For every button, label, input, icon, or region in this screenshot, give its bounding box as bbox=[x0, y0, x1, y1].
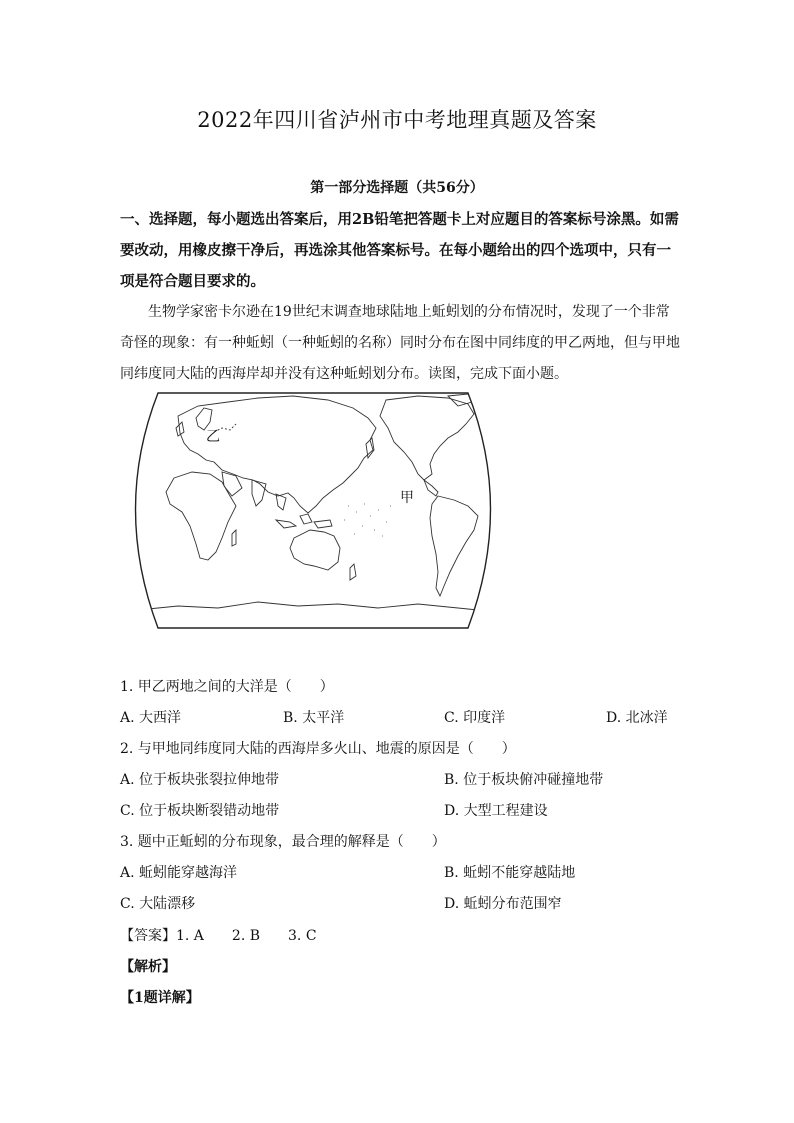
answer-line: 【答案】1. A 2. B 3. C bbox=[120, 928, 317, 944]
label-yi: 乙 bbox=[206, 429, 220, 445]
question-2-option-d[interactable]: D. 大型工程建设 bbox=[444, 803, 548, 819]
question-2-option-a[interactable]: A. 位于板块张裂拉伸地带 bbox=[120, 772, 280, 788]
passage-text: 生物学家密卡尔逊在19世纪末调查地球陆地上蚯蚓划的分布情况时，发现了一个非常奇怪的现象：有一种蚯蚓（一种蚯蚓的名称）同时分布在图中同纬度的甲乙两地，但与甲地同纬度同大陆的西海岸却并没有这种蚯蚓划分布。读图，完成下面小题。 bbox=[120, 304, 680, 382]
question-3-stem: 3. 题中正蚯蚓的分布现象，最合理的解释是（ ） bbox=[120, 834, 446, 850]
question-1-option-b[interactable]: B. 太平洋 bbox=[283, 710, 345, 726]
label-jia: 甲 bbox=[400, 490, 414, 506]
question-2-stem: 2. 与甲地同纬度同大陆的西海岸多火山、地震的原因是（ ） bbox=[120, 741, 516, 757]
question-3-option-a[interactable]: A. 蚯蚓能穿越海洋 bbox=[120, 865, 238, 881]
analysis-heading: 【解析】 bbox=[120, 959, 176, 975]
question-1-option-c[interactable]: C. 印度洋 bbox=[444, 710, 506, 726]
question-2-option-b[interactable]: B. 位于板块俯冲碰撞地带 bbox=[444, 772, 604, 788]
question-1-option-a[interactable]: A. 大西洋 bbox=[120, 710, 182, 726]
map-frame bbox=[136, 393, 491, 628]
world-map-svg bbox=[118, 388, 508, 633]
world-map-figure bbox=[118, 388, 508, 633]
question-3-option-b[interactable]: B. 蚯蚓不能穿越陆地 bbox=[444, 865, 576, 881]
page-title: 2022年四川省泸州市中考地理真题及答案 bbox=[197, 108, 597, 132]
section-heading: 第一部分选择题（共56分） bbox=[310, 180, 484, 196]
question-1-stem: 1. 甲乙两地之间的大洋是（ ） bbox=[120, 679, 334, 695]
question-1-option-d[interactable]: D. 北冰洋 bbox=[606, 710, 668, 726]
question-3-option-d[interactable]: D. 蚯蚓分布范围窄 bbox=[444, 896, 562, 912]
question-3-option-c[interactable]: C. 大陆漂移 bbox=[120, 896, 196, 912]
detail-heading: 【1题详解】 bbox=[120, 990, 200, 1006]
question-2-option-c[interactable]: C. 位于板块断裂错动地带 bbox=[120, 803, 280, 819]
instruction-text: 一、选择题，每小题选出答案后，用2B铅笔把答题卡上对应题目的答案标号涂黑。如需要改动，用橡皮擦干净后，再选涂其他答案标号。在每小题给出的四个选项中，只有一项是符合题目要求的。 bbox=[120, 211, 679, 290]
